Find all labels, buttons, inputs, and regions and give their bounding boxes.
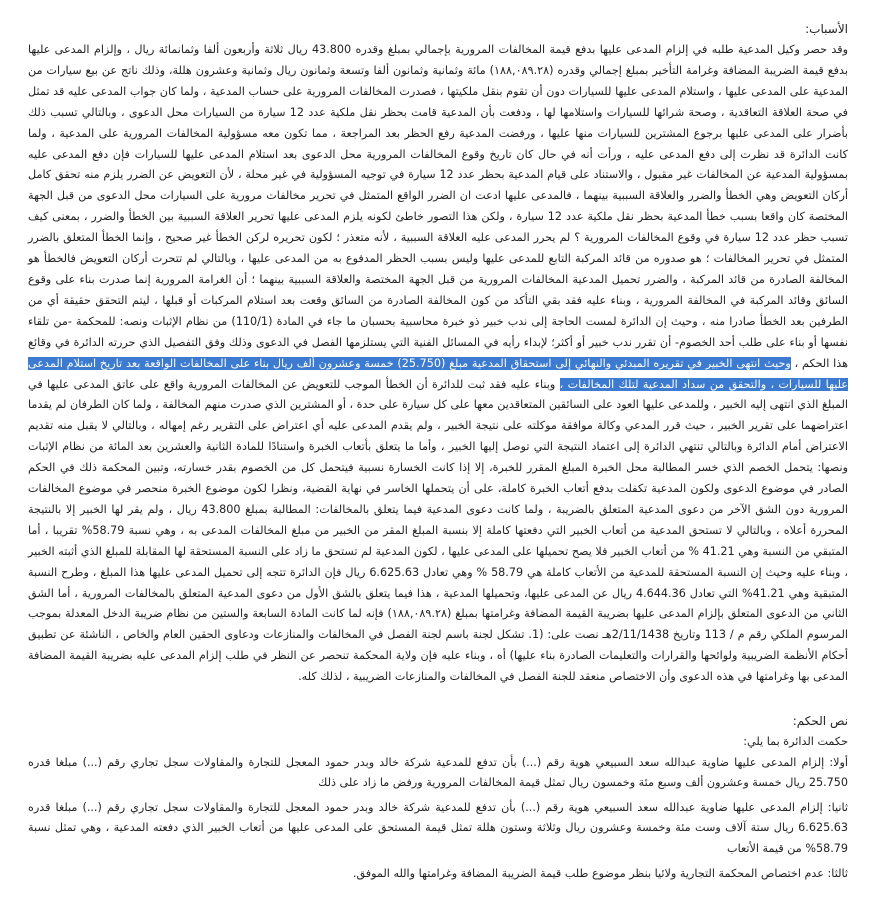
reasons-heading: الأسباب:	[805, 22, 848, 36]
reasons-text: وقد حصر وكيل المدعية طلبه في إلزام المدعى عليها بدفع قيمة المخالفات المرورية بإجمالي بمبلغ وقدره 43.800 ريال ثلاثة وأربعون ألفا وثمانمائة ريال ، وإلزام المدعى عليها بدفع قيمة الضريبة المضافة وغرامة التأخير بمبلغ إجمالي وقدره (١٨٨,٠٨٩.٢٨) مائة وثمانية وثمانون ألفا وتسعة وثمانون ريال وثمانية وعشرون هللة، وذلك ناتج عن بيع سيارات من المدعية على المدعى عليها ، واستلام المدعى عليها للسيارات دون أن تقوم بنقل ملكيتها ، فصدرت المخالفات المرورية على حساب المدعية ، ولما كان جواب المدعى عليه قد تمثل في صحة العلاقة التعاقدية ، وصحة شرائها للسيارات واستلامها لها ، ودفعت بأن المدعية قامت بحظر نقل ملكية عدد 12 سيارة من السيارات محل الدعوى ، وبالتالي تسبب ذلك بأضرار على المدعى عليها برجوع المشترين للسيارات منها عليها ، ورفضت المدعية رفع الحظر بعد المراجعة ، مما تكون معه مسؤولية المخالفات المرورية على المدعية ، ولما كانت الدائرة قد نظرت إلى دفع المدعى عليه ، ورأت أنه في حال كان تاريخ وقوع المخالفات المرورية محل الدعوى بعد استلام المدعى عليها للسيارات فإن دفع المدعى عليه بمسؤولية المدعية عن المخالفات غير مقبول ، والاستناد على قيام المدعية بحظر عدد 12 سيارة في توجيه المسؤولية في غير محلة ، لأن التعويض عن الضرر يلزم منه تحقق كامل أركان التعويض وهي الخطأ والضرر والعلاقة السببية بينهما ، فالمدعى عليها ادعت ان الضرر الواقع المتمثل في تحرير مخالفات مرورية على السيارات محل الدعوى من قبل الجهة المختصة كان واقعا بسبب خطأ المدعية بحظر نقل ملكية عدد 12 سيارة ، ولكن هذا التصور خاطئ لكونه يلزم المدعى عليها تحرير العلاقة السببية بين الخطأ والضرر ، بمعنى كيف تسبب حظر عدد 12 سيارة في وقوع المخالفات المرورية ؟ لم يحرر المدعى عليه العلاقة السببية ، لأنه متعذر ؛ لكون تحريره لركن الخطأ غير صحيح ، وإنما الخطأ المتعلق بالضرر المتمثل في تحرير المخالفات ؛ هو صدوره من قائد المركبة التابع للمدعى عليها وليس بسبب الحظر المدفوع به من المدعى عليها ، وبالتالي لم تتحرت أركان التعويض فالخطأ هو المخالفة الصادرة من قائد المركبة ، والضرر تحميل المدعية المخالفات المرورية من قبل الجهة المختصة والعلاقة السببية بينهما ؛ أن الغرامة المرورية إنما صدرت بناء على وقوع السائق وقائد المركبة في المخالفة المرورية ، وبناء عليه فقد بقي التأكد من كون المخالفة الصادرة من السائق وقعت بعد استلام المركبات أو قبلها ، ليتم التحقق حقيقة أي من الطرفين بعد الخطأ صادرا منه ، وحيث إن الدائرة لمست الحاجة إلى ندب خبير ذو خبرة محاسبية بحسبان ما جاء في المادة (110/1) من نظام الإثبات ونصه: للمحكمة -من تلقاء نفسها أو بناء على طلب أحد الخصوم- أن تقرر ندب خبير أو أكثر؛ لإبداء رأيه في المسائل الفنية التي يستلزمها الفصل في الدعوى وذلك وفق التفصيل الذي حررته الدائرة في وقائع هذا الحكم ،	[28, 43, 849, 370]
ruling-item-first: أولا: إلزام المدعى عليها ضاوية عبدالله سعد السبيعي هوية رقم (...) بأن تدفع للمدعية شركة خالد وبدر حمود المعجل للتجارة والمقاولات سجل تجاري رقم (...) مبلغا قدره 25.750 ريال خمسة وعشرون ألف وسبع مئة وخمسون ريال تمثل قيمة المخالفات المرورية ورفض ما زاد على ذلك	[28, 755, 848, 790]
ruling-intro: حكمت الدائرة بما يلي:	[743, 735, 848, 749]
ruling-item-second: ثانيا: إلزام المدعى عليها ضاوية عبدالله سعد السبيعي هوية رقم (...) بأن تدفع للمدعية شركة خالد وبدر حمود المعجل للتجارة والمقاولات سجل تجاري رقم (...) مبلغا قدره 6.625.63 ريال ستة آلاف وست مئة وخمسة وعشرون ريال وثلاثة وستون هللة تمثل قيمة المستحق على المدعى عليها من أتعاب الخبير الذي دفعته المدعية ، وهي تمثل نسبة 58.79% من قيمة الأتعاب	[28, 800, 848, 855]
selected-text-highlight[interactable]: وحيث انتهى الخبير في تقريره المبدئي والنهائي إلى استحقاق المدعية مبلغ (25.750) خمسة وعشرون ألف ريال بناء على المخالفات الواقعة بعد تاريخ استلام المدعى عليها للسيارات ، والتحقق من سداد المدعية لتلك المخالفات ،	[28, 356, 848, 391]
reasons-paragraph	[28, 40, 848, 688]
ruling-item-third: ثالثا: عدم اختصاص المحكمة التجارية ولائيا بنظر موضوع طلب قيمة الضريبة المضافة وغرامتها والله الموفق.	[352, 866, 848, 880]
reasons-text-continued: وبناء عليه فقد ثبت للدائرة أن الخطأ الموجب للتعويض عن المخالفات المرورية واقع على عاتق المدعى عليها في المبلغ الذي انتهى إليه الخبير ، وللمدعى عليها العود على السائقين المتعاقدين معها على كل سيارة على حدة ، أو المشترين الذي صدرت منهم المخالفة ، ولما كان الطرفان لم يقدما اعتراضهما على تقرير الخبير ، حيث قرر المدعي وكالة موافقة موكلته على نتيجة الخبير ، ولم يقدم المدعى عليه أي اعتراض على التقرير رغم إمهاله ، وبالتالي لا يقبل منه تقديم الاعتراض أمام الدائرة وبالتالي تنتهي الدائرة إلى اعتماد النتيجة التي توصل إليها الخبير ، وأما ما يتعلق بأتعاب الخبرة واستنادًا للمادة الثانية والعشرين بعد المائة من نظام الإثبات ونصها: يتحمل الخصم الذي خسر المطالبة محل الخبرة المبلغ المقرر للخبرة، إلا إذا كانت الخسارة نسبية فيتحمل كل من الخصوم بقدر خسارته، وتبين المحكمة ذلك في الحكم الصادر في موضوع الدعوى ولكون المدعية تكفلت بدفع أتعاب الخبرة كاملة، على أن يتحملها الخاسر في نهاية القضية، ونظرا لكون موضوع الخبرة منحصر في موضوع المخالفات المرورية دون الشق الآخر من دعوى المدعية المتعلق بالضريبة ، ولما كانت دعوى المدعية فيما يتعلق بالمخالفات: المطالبة بمبلغ 43.800 ريال ، ولم يقر لها الخبير إلا بالنتيجة المحررة أعلاه ، وبالتالي لا تستحق المدعية من أتعاب الخبير التي دفعتها كاملة إلا بنسبة المبلغ المقر من الخبير من مبلغ المخالفات المدعى به ، وهي نسبة 58.79% تقريبا ، أما المتبقي من النسبة وهي 41.21 % من أتعاب الخبير فلا يصح تحميلها على المدعى عليها ، لكون المدعية لم تستحق ما زاد على النسبة المستحقة لها المقابلة للمبلغ الذي أثبته الخبير ، وبناء عليه وحيث إن النسبة المستحقة للمدعية من الأتعاب كاملة هي 58.79 % وهي تعادل 6.625.63 ريال فإن الدائرة تتجه إلى تحميل المدعى عليها هذا المبلغ ، وطرح النسبة المتبقية وهي 41.21% التي تعادل 4.644.36 ريال عن المدعى عليها، وتحميلها المدعية ، هذا فيما يتعلق بالشق الأول من دعوى المدعية المتعلق بالمخالفات المرورية ، أما الشق الثاني من الدعوى المتعلق بإلزام المدعى عليها بضريبة القيمة المضافة وغرامتها بمبلغ (١٨٨,٠٨٩.٢٨) فإنه لما كانت المادة السابعة والستين من نظام ضريبة الدخل المعدلة بموجب المرسوم الملكي رقم م / 113 وتاريخ 2/11/1438هـ نصت على: (1. تشكل لجنة باسم لجنة الفصل في المخالفات والمنازعات ودعاوى الحقين العام والخاص ، الناشئة عن تطبيق أحكام الأنظمة الضريبية ولوائحها والقرارات والتعليمات الصادرة بناء عليها) أه ، وبناء عليه فإن ولاية المحكمة تنحصر عن النظر في طلب إلزام المدعى عليه بضريبة القيمة المضافة المدعى بها وغرامتها في هذه الدعوى وأن الاختصاص منعقد للجنة الفصل في المخالفات والمنازعات الضريبية ، لذلك كله.	[28, 377, 849, 684]
ruling-heading: نص الحكم:	[792, 714, 848, 729]
